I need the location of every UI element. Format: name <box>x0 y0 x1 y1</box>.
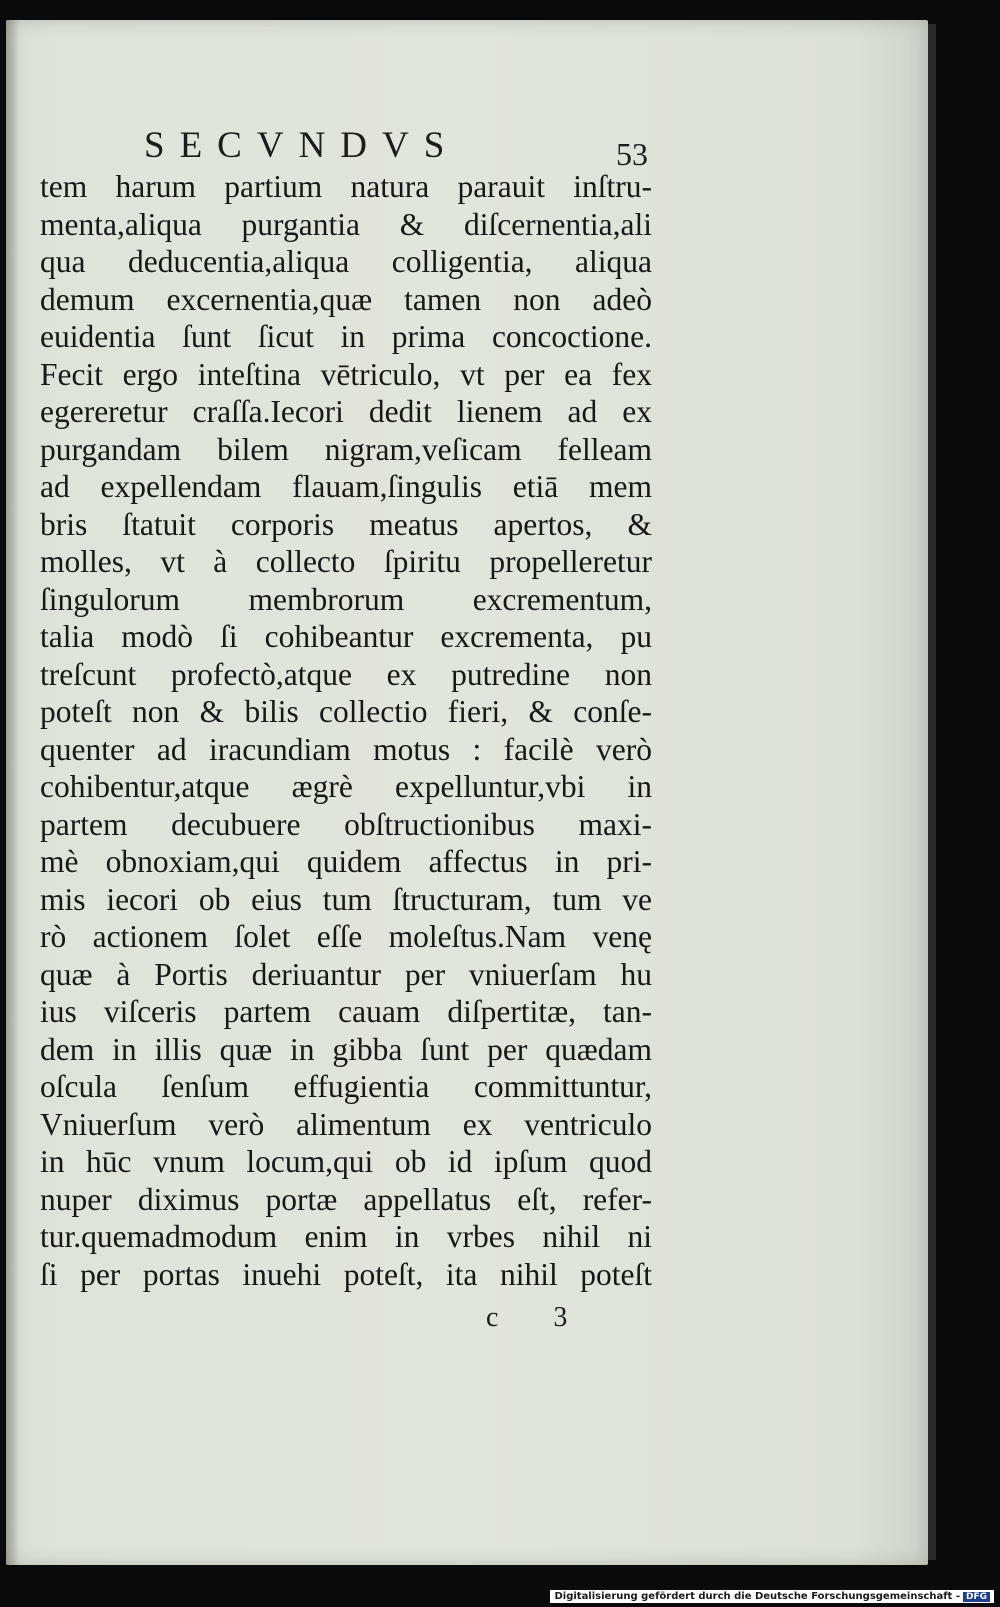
digitization-credit <box>550 1590 994 1603</box>
text-line: mis iecori ob eius tum ſtructuram, tum ve <box>40 881 652 917</box>
text-line: talia modò ſi cohibeantur excrementa, pu <box>40 619 652 654</box>
credit-text: Digitalisierung gefördert durch die Deutsche Forschungsgemeinschaft - <box>554 1591 960 1602</box>
text-line: ad expellendam flauam,ſingulis etiā mem <box>40 469 652 504</box>
text-line: Vniuerſum verò alimentum ex ventriculo <box>40 1106 652 1142</box>
text-line: dem in illis quæ in gibba ſunt per quædam <box>40 1031 652 1067</box>
text-line: ius viſceris partem cauam diſpertitæ, tan- <box>40 994 652 1029</box>
text-line: quæ à Portis deriuantur per vniuerſam hu <box>40 956 652 992</box>
text-line: treſcunt profectò,atque ex putredine non <box>40 656 652 692</box>
text-line: in hūc vnum locum,qui ob id ipſum quod <box>40 1144 652 1179</box>
text-line: rò actionem ſolet eſſe moleſtus.Nam venę <box>40 919 652 954</box>
page-number: 53 <box>616 136 648 172</box>
text-line: tem harum partium natura parauit inſtru- <box>40 169 652 204</box>
text-line: partem decubuere obſtructionibus maxi- <box>40 806 652 842</box>
text-line: purgandam bilem nigram,veſicam felleam <box>40 431 652 467</box>
text-line: molles, vt à collecto ſpiritu propelleretur <box>40 544 652 579</box>
signature-mark: c 3 <box>486 1302 592 1333</box>
text-line: mè obnoxiam,qui quidem affectus in pri- <box>40 844 652 879</box>
dfg-logo: DFG <box>963 1592 990 1602</box>
text-line: menta,aliqua purgantia & diſcernentia,ali <box>40 206 652 242</box>
text-line: tur.quemadmodum enim in vrbes nihil ni <box>40 1219 652 1254</box>
text-line: euidentia ſunt ſicut in prima concoctione. <box>40 319 652 354</box>
text-line: nuper diximus portæ appellatus eſt, refer- <box>40 1181 652 1217</box>
text-line: demum excernentia,quæ tamen non adeò <box>40 281 652 317</box>
text-line: oſcula ſenſum effugientia committuntur, <box>40 1069 652 1104</box>
gutter-shadow <box>6 20 20 1565</box>
body-text <box>40 168 652 1293</box>
text-line: qua deducentia,aliqua colligentia, aliqua <box>40 244 652 279</box>
text-line: Fecit ergo inteſtina vētriculo, vt per ea fex <box>40 356 652 392</box>
page-edge <box>928 24 936 1560</box>
book-page <box>6 20 928 1565</box>
text-line: poteſt non & bilis collectio fieri, & conſe- <box>40 694 652 729</box>
text-line: egereretur craſſa.Iecori dedit lienem ad ex <box>40 394 652 429</box>
text-line: quenter ad iracundiam motus : facilè verò <box>40 731 652 767</box>
text-line: ſingulorum membrorum excrementum, <box>40 581 652 617</box>
running-title: SECVNDVS <box>144 125 460 166</box>
page-header <box>134 124 654 172</box>
text-line: cohibentur,atque ægrè expelluntur,vbi in <box>40 769 652 804</box>
text-line: bris ſtatuit corporis meatus apertos, & <box>40 506 652 542</box>
text-line: ſi per portas inuehi poteſt, ita nihil poteſt <box>40 1256 652 1292</box>
